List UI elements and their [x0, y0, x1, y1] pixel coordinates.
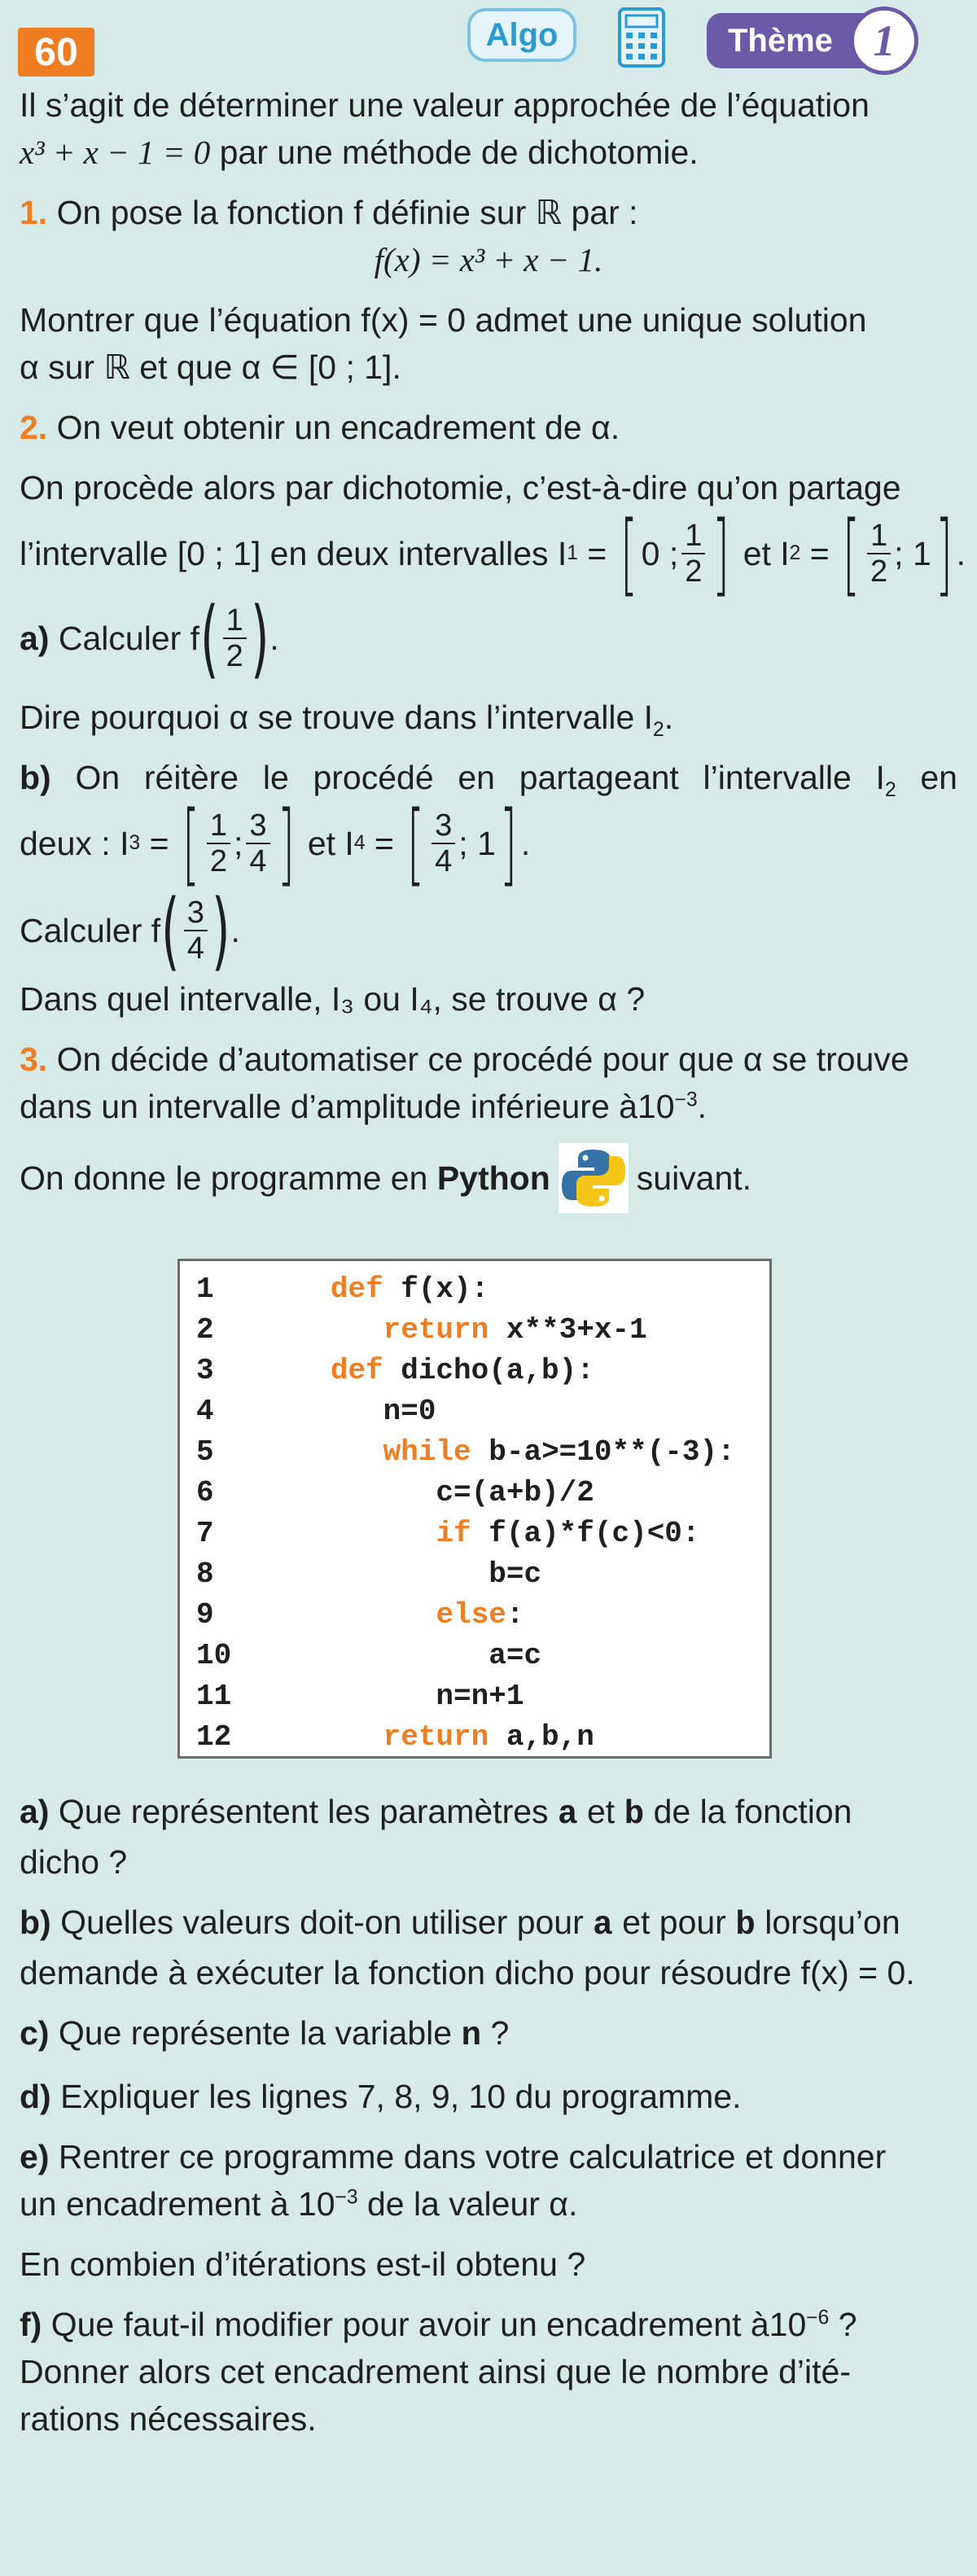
theme-label: Thème: [707, 13, 878, 68]
intro-equation: x³ + x − 1 = 0: [20, 134, 211, 171]
code-line: [196, 1269, 769, 1310]
code-line-number: 6: [196, 1476, 214, 1509]
python-before: On donne le programme en: [20, 1159, 428, 1197]
code-keyword: else: [436, 1598, 506, 1632]
q3-statement: [20, 1036, 957, 1083]
code-line: [196, 1554, 769, 1595]
q1-number: 1.: [20, 194, 48, 231]
exercise-number-badge: 60: [18, 28, 94, 77]
code-text: :: [506, 1598, 524, 1632]
python-word: Python: [436, 1159, 550, 1197]
code-text: [278, 1351, 331, 1391]
q2-text-3: l’intervalle [0 ; 1] en deux intervalles I: [20, 535, 567, 572]
code-text: x**3+x-1: [488, 1313, 647, 1347]
python-code-block: [177, 1259, 772, 1759]
code-line: [196, 1432, 769, 1473]
code-text: a=c: [278, 1639, 542, 1672]
code-line: [196, 1310, 769, 1351]
q2a-text-2: Dire pourquoi α se trouve dans l’intervalle $I_2$.: [20, 699, 674, 742]
q3a: a) Que représentent les paramètres a et b de la fonction: [20, 1793, 852, 1833]
code-text: n=n+1: [278, 1680, 524, 1713]
code-line: [196, 1676, 769, 1717]
code-line-number: 9: [196, 1598, 214, 1632]
q3-text-2: dans un intervalle d’amplitude inférieure $à10^{-3}$.: [20, 1088, 708, 1125]
code-line-number: 7: [196, 1517, 214, 1550]
intro-line-1: Il s’agit de déterminer une valeur approchée de l’équation: [20, 86, 870, 124]
code-line-number: 1: [196, 1273, 214, 1306]
q2b-calc: Calculer f: [20, 912, 161, 949]
q1-text-3: α sur ℝ et que α ∈ [0 ; 1].: [20, 348, 401, 386]
code-line: [196, 1473, 769, 1514]
q3-text: On décide d’automatiser ce procédé pour que α se trouve: [56, 1040, 909, 1078]
code-text: [278, 1514, 436, 1554]
intro-line-2-rest: par une méthode de dichotomie.: [219, 134, 699, 171]
code-text: [278, 1595, 436, 1636]
q3a-cont: dicho ?: [20, 1843, 128, 1881]
q2b-line: b) On réitère le procédé en partageant l’intervalle $I_2$ en: [20, 759, 957, 802]
q2b-text-2: deux : I: [20, 825, 129, 862]
q2a-label: a): [20, 620, 50, 657]
code-keyword: def: [330, 1273, 383, 1306]
code-text: b-a>=10**(-3):: [471, 1435, 735, 1469]
code-text: [278, 1717, 383, 1758]
code-line: [196, 1351, 769, 1391]
python-after: suivant.: [636, 1159, 752, 1197]
code-line: [196, 1595, 769, 1636]
q3f: f) Que faut-il modifier pour avoir un encadrement $à10^{-6}$ ?: [20, 2306, 857, 2343]
q3f-cont: Donner alors cet encadrement ainsi que le nombre d’ité-: [20, 2353, 851, 2390]
code-line: [196, 1514, 769, 1554]
q3b-cont: demande à exécuter la fonction dicho pour résoudre f(x) = 0.: [20, 1954, 915, 1991]
code-line-number: 8: [196, 1557, 214, 1591]
code-text: a,b,n: [488, 1720, 594, 1754]
q3d: d) Expliquer les lignes 7, 8, 9, 10 du programme.: [20, 2078, 742, 2115]
q2b-label: b): [20, 759, 51, 796]
q3-subquestions: [20, 1788, 957, 2442]
code-text: n=0: [278, 1395, 436, 1428]
code-line: [196, 1391, 769, 1432]
q2b-question: Dans quel intervalle, I₃ ou I₄, se trouve α ?: [20, 980, 646, 1018]
q2b-calc-line: Calculer f ( $\frac{3}{4}$ ) .: [20, 881, 240, 980]
code-line-number: 5: [196, 1435, 214, 1469]
q1-text: On pose la fonction f définie sur ℝ par :: [56, 194, 638, 231]
code-line: [196, 1717, 769, 1758]
q2b-text: On réitère le procédé en partageant l’intervalle I: [75, 759, 885, 796]
q3e-iterations: En combien d’itérations est-il obtenu ?: [20, 2245, 586, 2283]
exercise-header: [0, 0, 977, 90]
q2a-text: Calculer f: [58, 620, 200, 657]
code-line-number: 10: [196, 1639, 232, 1672]
q2-intervals-line: l’intervalle [0 ; 1] en deux intervalles I 1 = [ 0 ; $\frac{1}{2}$ ] et I 2 = [ $\frac{1}{2}$ ; 1 ] .: [20, 502, 966, 606]
q1-statement: [20, 189, 957, 236]
q3f-cont-2: rations nécessaires.: [20, 2400, 317, 2438]
python-logo-icon: [559, 1143, 629, 1213]
q3e: e) Rentrer ce programme dans votre calculatrice et donner: [20, 2138, 887, 2175]
q2-statement: [20, 404, 957, 451]
q1-formula: f(x) = x³ + x − 1.: [374, 241, 603, 278]
code-keyword: if: [436, 1517, 471, 1550]
code-keyword: return: [383, 1313, 489, 1347]
code-line-number: 2: [196, 1313, 214, 1347]
code-text: f(a)*f(c)<0:: [471, 1517, 700, 1550]
q3-number: 3.: [20, 1040, 48, 1078]
code-text: b=c: [278, 1557, 542, 1591]
code-keyword: while: [383, 1435, 471, 1469]
q3c: c) Que représente la variable n ?: [20, 2014, 510, 2055]
intro-line-2: [20, 129, 957, 176]
q3b: b) Quelles valeurs doit-on utiliser pour a et pour b lorsqu’on: [20, 1904, 900, 1944]
code-text: c=(a+b)/2: [278, 1476, 594, 1509]
algo-tag: Algo: [467, 8, 576, 62]
q2a-line: a) Calculer f ( $\frac{1}{2}$ ) .: [20, 589, 279, 688]
q2b-intervals-line: deux : I 3 = [ $\frac{1}{2}$ ; $\frac{3}{4}$ ] et I 4 = [ $\frac{3}{4}$ ; 1 ] .: [20, 791, 531, 896]
code-keyword: return: [383, 1720, 489, 1754]
q1-text-2: Montrer que l’équation f(x) = 0 admet une unique solution: [20, 301, 867, 339]
code-text: dicho(a,b):: [383, 1354, 594, 1387]
code-line-number: 12: [196, 1720, 232, 1754]
python-line: [20, 1143, 957, 1213]
code-text: [278, 1310, 383, 1351]
code-text: f(x):: [383, 1273, 489, 1306]
code-keyword: def: [330, 1354, 383, 1387]
theme-number: 1: [850, 7, 918, 75]
q2-text-2: On procède alors par dichotomie, c’est-à-dire qu’on partage: [20, 469, 901, 506]
code-line: [196, 1636, 769, 1676]
code-text: [278, 1432, 383, 1473]
code-line-number: 4: [196, 1395, 214, 1428]
calculator-icon: [617, 7, 666, 68]
code-line-number: 11: [196, 1680, 232, 1713]
q3e-cont: un encadrement à $10^{-3}$ de la valeur α.: [20, 2185, 578, 2223]
exercise-content: [20, 81, 966, 2442]
code-text: [278, 1269, 331, 1310]
q2-number: 2.: [20, 409, 48, 446]
code-line-number: 3: [196, 1354, 214, 1387]
theme-tag: [707, 7, 927, 75]
q2-text: On veut obtenir un encadrement de α.: [56, 409, 620, 446]
